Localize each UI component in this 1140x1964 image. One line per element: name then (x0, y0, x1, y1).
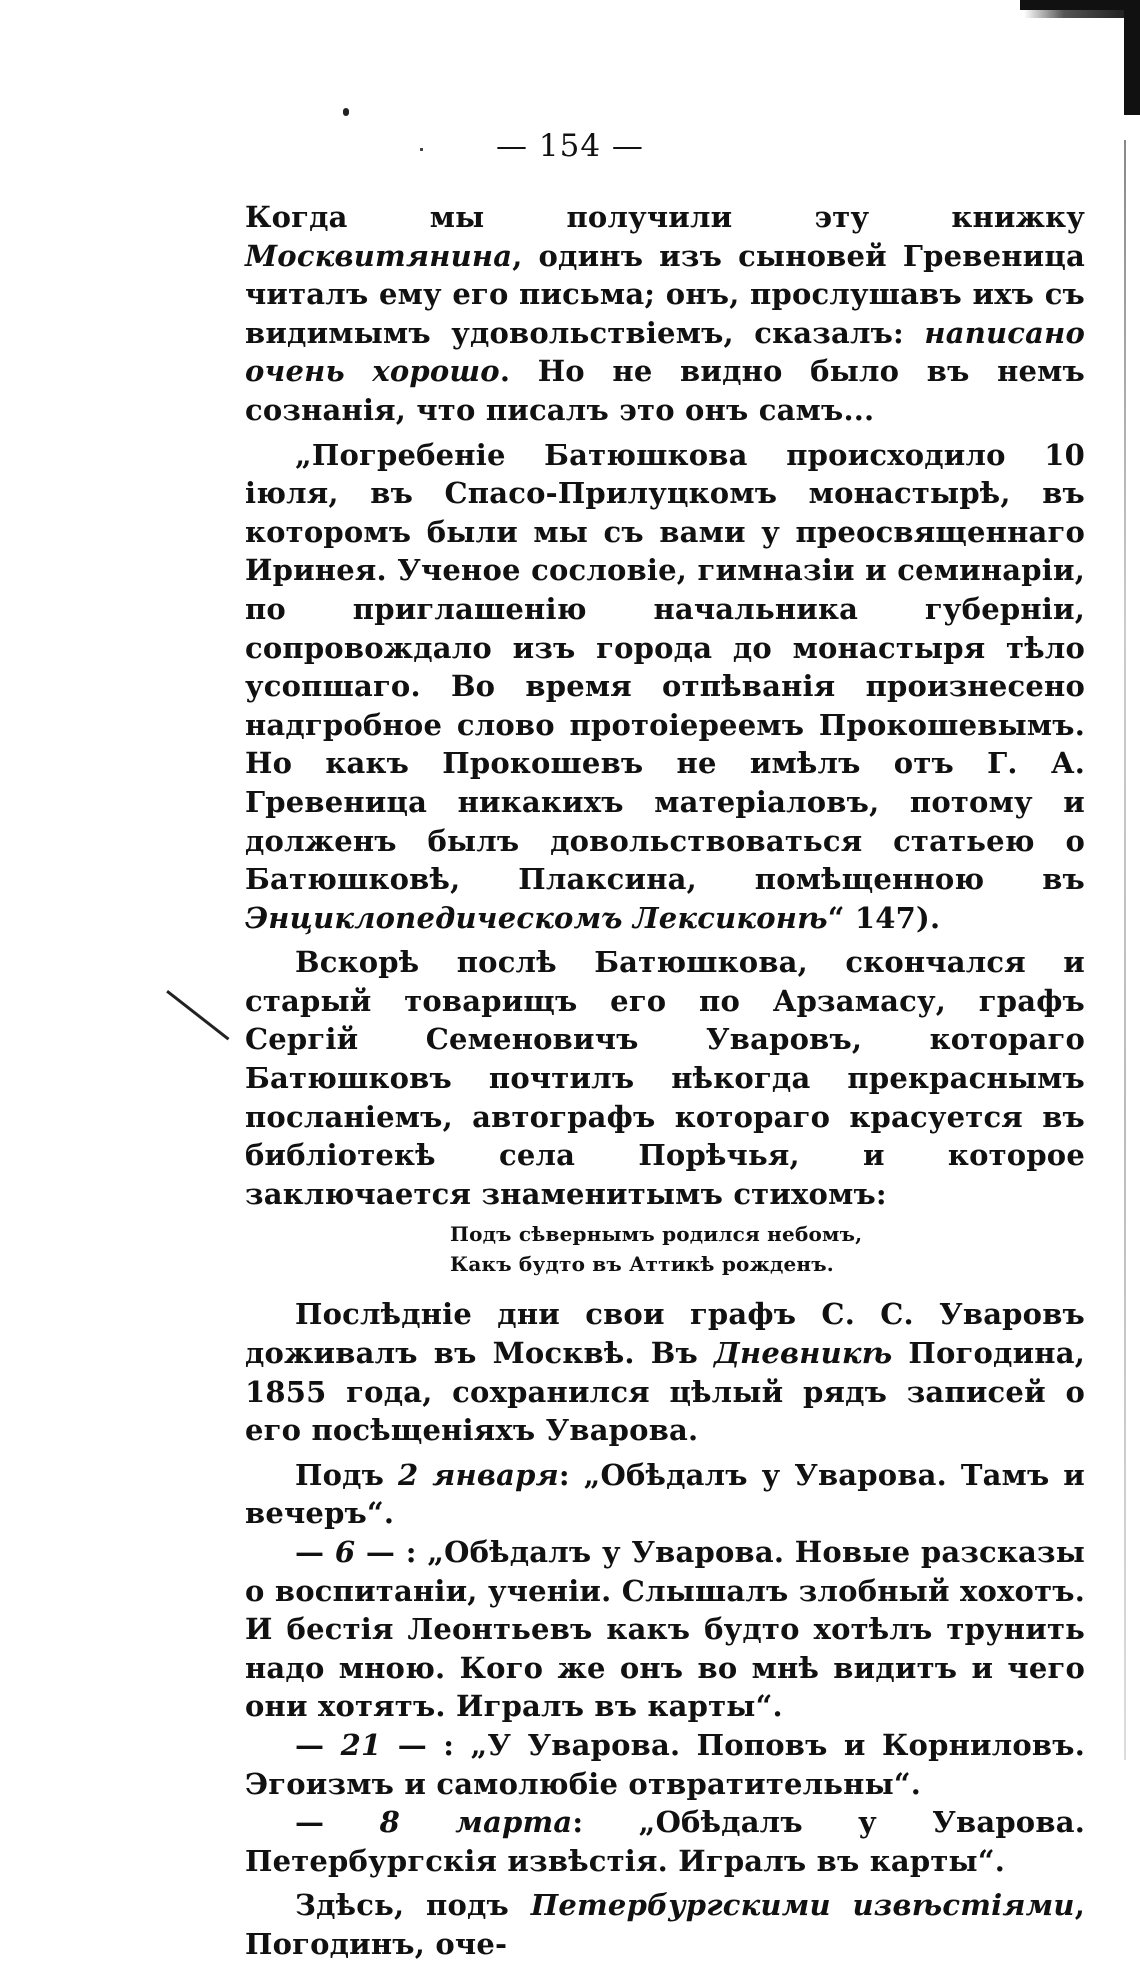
scan-edge-bar (1124, 0, 1140, 115)
text-run: Послѣдніе дни свои графъ С. С. Уваровъ доживалъ въ Москвѣ. Въ (245, 1297, 1085, 1371)
diary-entry-jan-21 (245, 1726, 1085, 1803)
text-run: — (295, 1535, 335, 1569)
italic-run: 2 января (397, 1457, 559, 1492)
diary-entry-jan-6 (245, 1533, 1085, 1726)
page-number: — 154 — (496, 128, 644, 164)
diary-entry-jan-2 (245, 1456, 1085, 1533)
italic-run: Дневникѣ (714, 1336, 893, 1371)
text-run: . Но не видно было въ немъ сознанія, что писалъ это онъ самъ... (245, 354, 1085, 427)
italic-run: 8 марта (379, 1805, 573, 1840)
italic-run: Петербургскими извѣстіями (530, 1888, 1075, 1923)
paragraph-1 (245, 198, 1085, 430)
paragraph-final (245, 1886, 1085, 1963)
page-body (245, 198, 1085, 1964)
text-run: : „Обѣдалъ у Уварова. Тамъ и вечеръ“. (245, 1457, 1086, 1531)
italic-run: Москвитянина (245, 238, 513, 273)
text-run: “ 147). (827, 900, 941, 935)
text-run: — (295, 1805, 380, 1840)
text-run: Погодина, 1855 года, сохранился цѣлый рядъ записей о его посѣщеніяхъ Уварова. (245, 1336, 1086, 1448)
margin-pencil-mark (166, 990, 229, 1040)
text-run: , Погодинъ, оче- (245, 1888, 1085, 1961)
text-run: : „Обѣдалъ у Уварова. Петербургскія извѣстія. Игралъ въ карты“. (245, 1805, 1085, 1878)
text-run: — : „Обѣдалъ у Уварова. Новые разсказы о воспитаніи, ученіи. Слышалъ злобный хохотъ. И бестія Леонтьевъ какъ будто хотѣлъ трунить надо мною. Кого же онъ во мнѣ видитъ и чего они хотятъ. Игралъ въ карты“. (245, 1535, 1086, 1724)
italic-run: 6 (334, 1535, 356, 1569)
text-run: „Погребеніе Батюшкова происходило 10 іюля, въ Спасо-Прилуцкомъ монастырѣ, въ которомъ были мы съ вами у преосвященнаго Иринея. Ученое сословіе, гимназіи и семинаріи, по приглашенію начальника губерніи, сопровождало изъ города до монастыря тѣло усопшаго. Во время отпѣванія произнесено надгробное слово протоіереемъ Прокошевымъ. Но какъ Прокошевъ не имѣлъ отъ Г. А. Гревеница никакихъ матеріаловъ, потому и долженъ былъ довольствоваться статьею о Батюшковѣ, Плаксина, помѣщенною въ (245, 437, 1085, 897)
text-run: Подъ (295, 1457, 398, 1492)
poem-quote (450, 1219, 1085, 1279)
text-run: — : „У Уварова. Поповъ и Корниловъ. Эгоизмъ и самолюбіе отвратительны“. (245, 1727, 1085, 1801)
text-run: — (295, 1727, 341, 1762)
paragraph-3: Вскорѣ послѣ Батюшкова, скончался и старый товарищъ его по Арзамасу, графъ Сергій Семеновичъ Уваровъ, котораго Батюшковъ почтилъ нѣкогда прекраснымъ посланіемъ, автографъ котораго красуется въ библіотекѣ села Порѣчья, и которое заключается знаменитымъ стихомъ: (245, 945, 1085, 1211)
poem-line: Какъ будто въ Аттикѣ рожденъ. (450, 1252, 834, 1277)
scan-edge-shadow (1024, 10, 1124, 18)
poem-line: Подъ сѣвернымъ родился небомъ, (450, 1222, 863, 1247)
ink-dot (343, 108, 349, 116)
italic-run: написано очень хорошо (245, 315, 1085, 389)
italic-run: Энциклопедическомъ Лексиконѣ (245, 900, 828, 935)
italic-run: 21 (340, 1727, 382, 1762)
paragraph-4 (245, 1295, 1085, 1449)
paragraph-2 (245, 436, 1085, 938)
text-run: Когда мы получили эту книжку (245, 200, 1085, 234)
text-run: Здѣсь, подъ (295, 1888, 531, 1923)
scan-edge-line (1124, 140, 1126, 1760)
text-run: , одинъ изъ сыновей Гревеница читалъ ему его письма; онъ, прослушавъ ихъ съ видимымъ удовольствіемъ, сказалъ: (245, 238, 1085, 350)
scan-edge-top-mark (1020, 0, 1140, 10)
diary-entry-mar-8 (245, 1803, 1085, 1880)
